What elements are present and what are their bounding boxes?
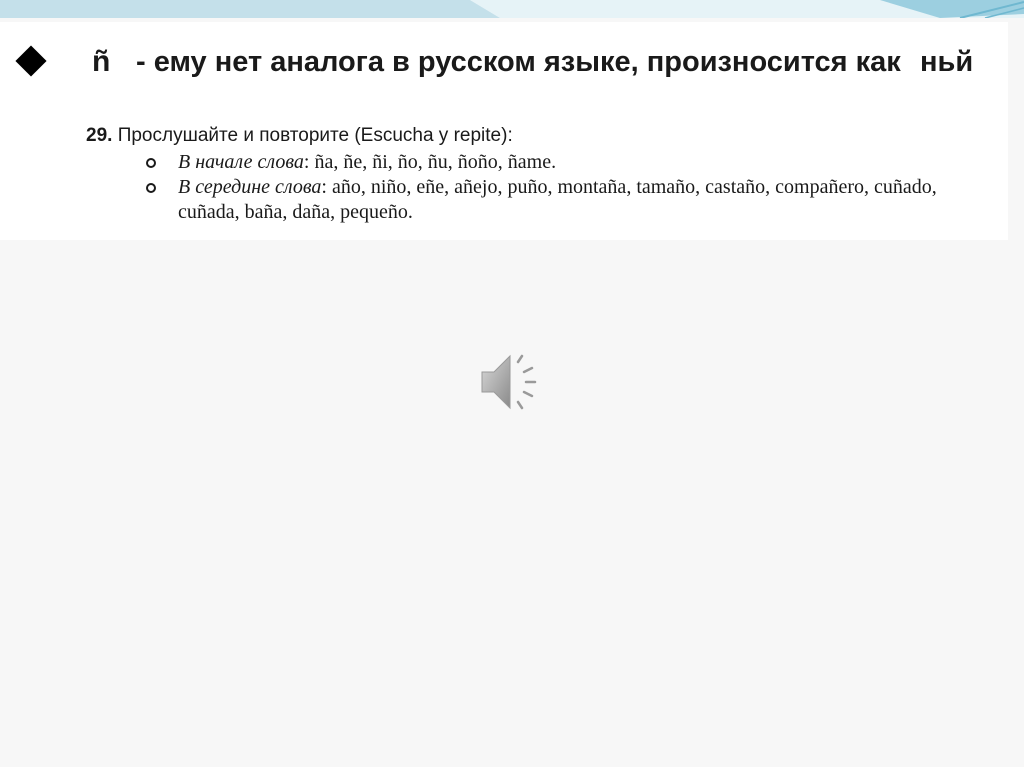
exercise-block [86, 124, 966, 225]
exercise-heading-text: Прослушайте и повторите (Escucha y repite): [117, 125, 513, 146]
list-item-label: В середине слова [178, 176, 322, 198]
list-item [86, 175, 966, 225]
rule-letter: ñ [92, 45, 111, 78]
list-item-words: : año, niño, eñe, añejo, puño, montaña, tamaño, castaño, compañero, cuñado, cuñada, baña, daña, pequeño. [178, 176, 937, 223]
exercise-number: 29. [86, 125, 113, 146]
list-item [86, 150, 966, 175]
rule-line [12, 44, 992, 84]
list-item-label: В начале слова [178, 151, 304, 173]
rule-sound: ньй [920, 46, 974, 78]
speaker-icon[interactable] [478, 348, 548, 416]
circle-bullet-icon [146, 158, 156, 168]
exercise-list [86, 150, 966, 225]
circle-bullet-icon [146, 183, 156, 193]
list-item-words: : ña, ñe, ñi, ño, ñu, ñoño, ñame. [303, 151, 557, 173]
diamond-bullet-icon [15, 45, 46, 76]
rule-text: - ему нет аналога в русском языке, произносится как [136, 46, 901, 78]
exercise-heading [86, 124, 966, 148]
top-decorative-band [0, 0, 1024, 18]
